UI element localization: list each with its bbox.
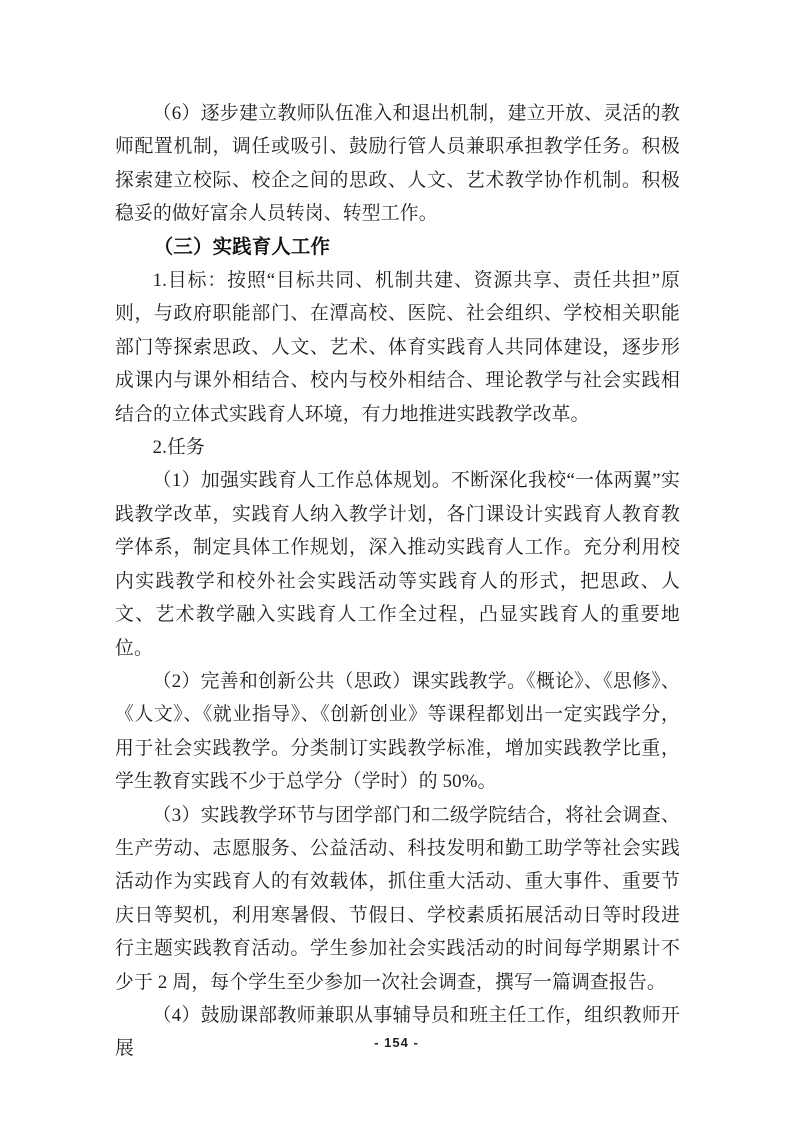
paragraph: （2）完善和创新公共（思政）课实践教学。《概论》、《思修》、《人文》、《就业指导》、《创新创业》等课程都划出一定实践学分，用于社会实践教学。分类制订实践教学标准，增加实践教学比重，学生教育实践不少于总学分（学时）的 50%。 (115, 670, 680, 793)
section-heading: （三）实践育人工作 (153, 235, 331, 258)
paragraph: （1）加强实践育人工作总体规划。不断深化我校“一体两翼”实践教学改革，实践育人纳入教学计划，各门课设计实践育人教育教学体系，制定具体工作规划，深入推动实践育人工作。充分利用校内实践教学和校外社会实践活动等实践育人的形式，把思政、人文、艺术教学融入实践育人工作全过程，凸显实践育人的重要地位。 (115, 470, 680, 659)
page-number: - 154 - (374, 1035, 419, 1050)
paragraph: （3）实践教学环节与团学部门和二级学院结合，将社会调查、生产劳动、志愿服务、公益活动、科技发明和勤工助学等社会实践活动作为实践育人的有效载体，抓住重大活动、重大事件、重要节庆日等契机，利用寒暑假、节假日、学校素质拓展活动日等时段进行主题实践教育活动。学生参加社会实践活动的时间每学期累计不少于 2 周，每个学生至少参加一次社会调查，撰写一篇调查报告。 (115, 804, 680, 993)
paragraph: （4）鼓励课部教师兼职从事辅导员和班主任工作，组织教师开展 (115, 1004, 680, 1060)
paragraph: 2.任务 (152, 437, 206, 459)
document-body (115, 97, 680, 1066)
paragraph: 1.目标：按照“目标共同、机制共建、资源共享、责任共担”原则，与政府职能部门、在潭高校、医院、社会组织、学校相关职能部门等探索思政、人文、艺术、体育实践育人共同体建设，逐步形成课内与课外相结合、校内与校外相结合、理论教学与社会实践相结合的立体式实践育人环境，有力地推进实践教学改革。 (115, 270, 680, 425)
paragraph: （6）逐步建立教师队伍准入和退出机制，建立开放、灵活的教师配置机制，调任或吸引、鼓励行管人员兼职承担教学任务。积极探索建立校际、校企之间的思政、人文、艺术教学协作机制。积极稳妥的做好富余人员转岗、转型工作。 (115, 103, 680, 225)
